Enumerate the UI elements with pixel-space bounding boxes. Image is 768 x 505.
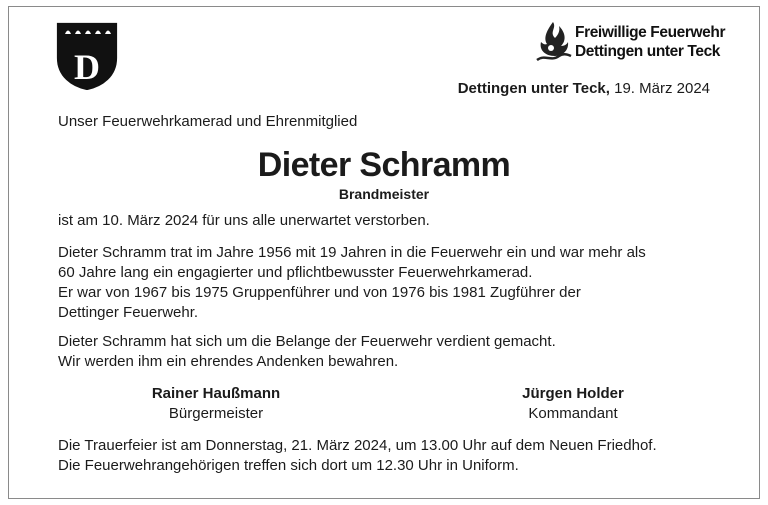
date: 19. März 2024 [614, 80, 710, 97]
funeral-line1: Die Trauerfeier ist am Donnerstag, 21. März 2024, um 13.00 Uhr auf dem Neuen Friedhof. [58, 437, 657, 454]
paragraph2-line2: Wir werden ihm ein ehrendes Andenken bewahren. [58, 353, 399, 370]
paragraph1-line3: Er war von 1967 bis 1975 Gruppenführer und von 1976 bis 1981 Zugführer der [58, 284, 581, 301]
deceased-name: Dieter Schramm [257, 146, 511, 184]
paragraph1-line1: Dieter Schramm trat im Jahre 1956 mit 19 Jahren in die Feuerwehr ein und war mehr als [58, 244, 646, 261]
fire-brigade-logo-icon [533, 20, 573, 64]
signatory-role-2: Kommandant [528, 405, 618, 422]
intro-text: Unser Feuerwehrkamerad und Ehrenmitglied [58, 113, 358, 130]
org-name-line2: Dettingen unter Teck [575, 43, 721, 60]
signatory-role-1: Bürgermeister [168, 405, 264, 422]
paragraph1-line4: Dettinger Feuerwehr. [58, 304, 199, 321]
signatory-name-2: Jürgen Holder [522, 385, 624, 402]
death-line: ist am 10. März 2024 für uns alle unerwartet verstorben. [58, 212, 430, 229]
org-name-line1: Freiwillige Feuerwehr [575, 24, 726, 41]
svg-text:D: D [74, 47, 100, 87]
paragraph2-line1: Dieter Schramm hat sich um die Belange der Feuerwehr verdient gemacht. [58, 333, 556, 350]
signatory-name-1: Rainer Haußmann [151, 385, 281, 402]
place-date [458, 80, 710, 97]
place: Dettingen unter Teck, [457, 80, 610, 97]
municipal-crest-icon [56, 22, 118, 90]
paragraph1-line2: 60 Jahre lang ein engagierter und pflichtbewusster Feuerwehrkamerad. [58, 264, 533, 281]
deceased-rank: Brandmeister [338, 186, 430, 202]
funeral-line2: Die Feuerwehrangehörigen treffen sich dort um 12.30 Uhr in Uniform. [58, 457, 519, 474]
